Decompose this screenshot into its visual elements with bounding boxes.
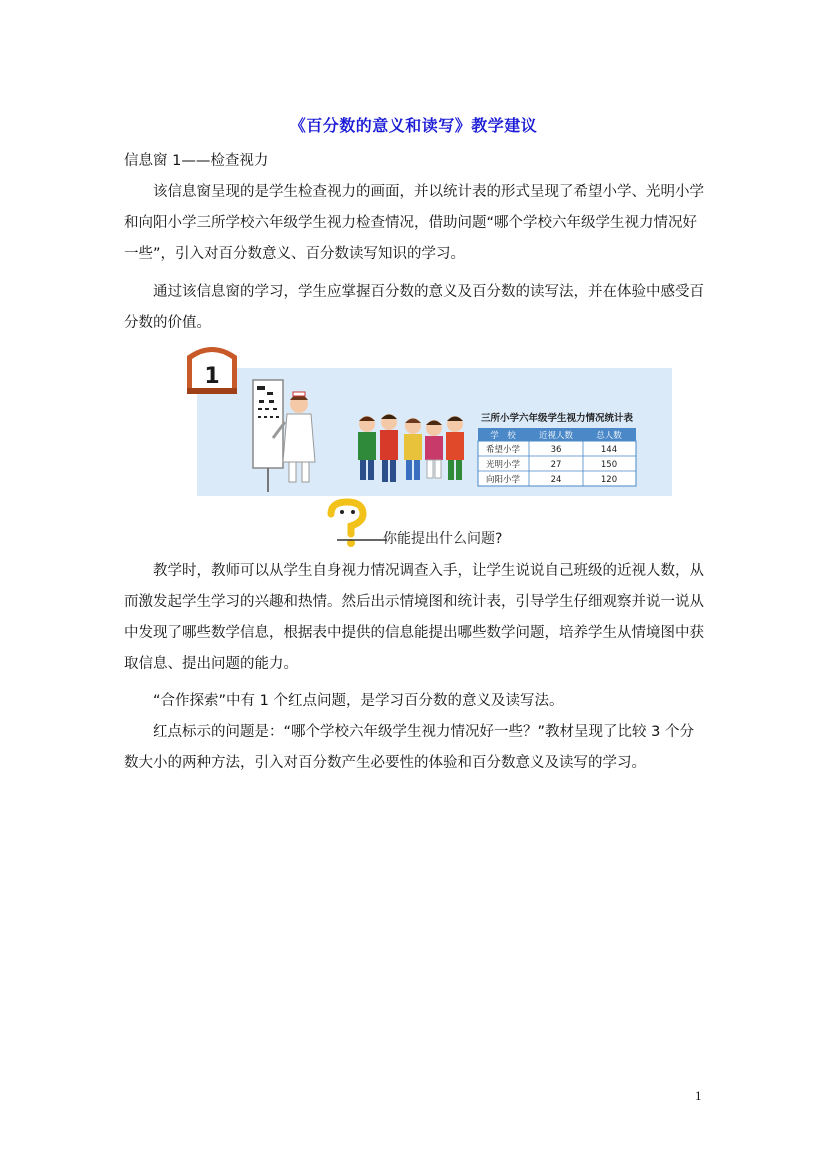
table-cell: 144: [600, 445, 618, 455]
table-cell: 27: [550, 460, 562, 470]
question-mark-icon: [331, 502, 387, 547]
table-cell: 希望小学: [485, 445, 521, 455]
info-window-figure: [187, 342, 677, 552]
question-prompt: 你能提出什么问题?: [383, 531, 503, 547]
figure-illustration: [187, 342, 677, 552]
page-number: 1: [695, 1088, 702, 1103]
section-heading: 信息窗 1——检查视力: [124, 153, 269, 169]
paragraph-5: 红点标示的问题是：“哪个学校六年级学生视力情况好一些？”教材呈现了比较 3 个分数大小的两种方法，引入对百分数产生必要性的体验和百分数意义及读写的学习。: [124, 724, 694, 771]
table-header-total: 总人数: [596, 431, 622, 441]
table-cell: 光明小学: [485, 460, 521, 470]
paragraph-2: 通过该信息窗的学习，学生应掌握百分数的意义及百分数的读写法，并在体验中感受百分数的价值。: [124, 284, 704, 331]
children-group: [358, 414, 464, 482]
table-cell: 120: [600, 475, 618, 485]
table-title: 三所小学六年级学生视力情况统计表: [480, 413, 634, 424]
window-number: 1: [204, 364, 220, 389]
table-header-school: 学 校: [490, 431, 516, 441]
table-cell: 24: [550, 475, 562, 485]
paragraph-1: 该信息窗呈现的是学生检查视力的画面，并以统计表的形式呈现了希望小学、光明小学和向阳小学三所学校六年级学生视力检查情况，借助问题“哪个学校六年级学生视力情况好一些”，引入对百分数意义、百分数读写知识的学习。: [124, 184, 704, 262]
paragraph-3: 教学时，教师可以从学生自身视力情况调查入手，让学生说说自己班级的近视人数，从而激发起学生学习的兴趣和热情。然后出示情境图和统计表，引导学生仔细观察并说一说从中发现了哪些数学信息，根据表中提供的信息能提出哪些数学问题，培养学生从情境图中获取信息、提出问题的能力。: [124, 563, 704, 672]
table-cell: 向阳小学: [485, 475, 521, 485]
document-title: 《百分数的意义和读写》教学建议: [289, 116, 538, 135]
table-header-myopia: 近视人数: [538, 431, 574, 441]
paragraph-4: “合作探索”中有 1 个红点问题，是学习百分数的意义及读写法。: [153, 693, 564, 709]
table-cell: 150: [600, 460, 618, 470]
table-cell: 36: [550, 445, 562, 455]
